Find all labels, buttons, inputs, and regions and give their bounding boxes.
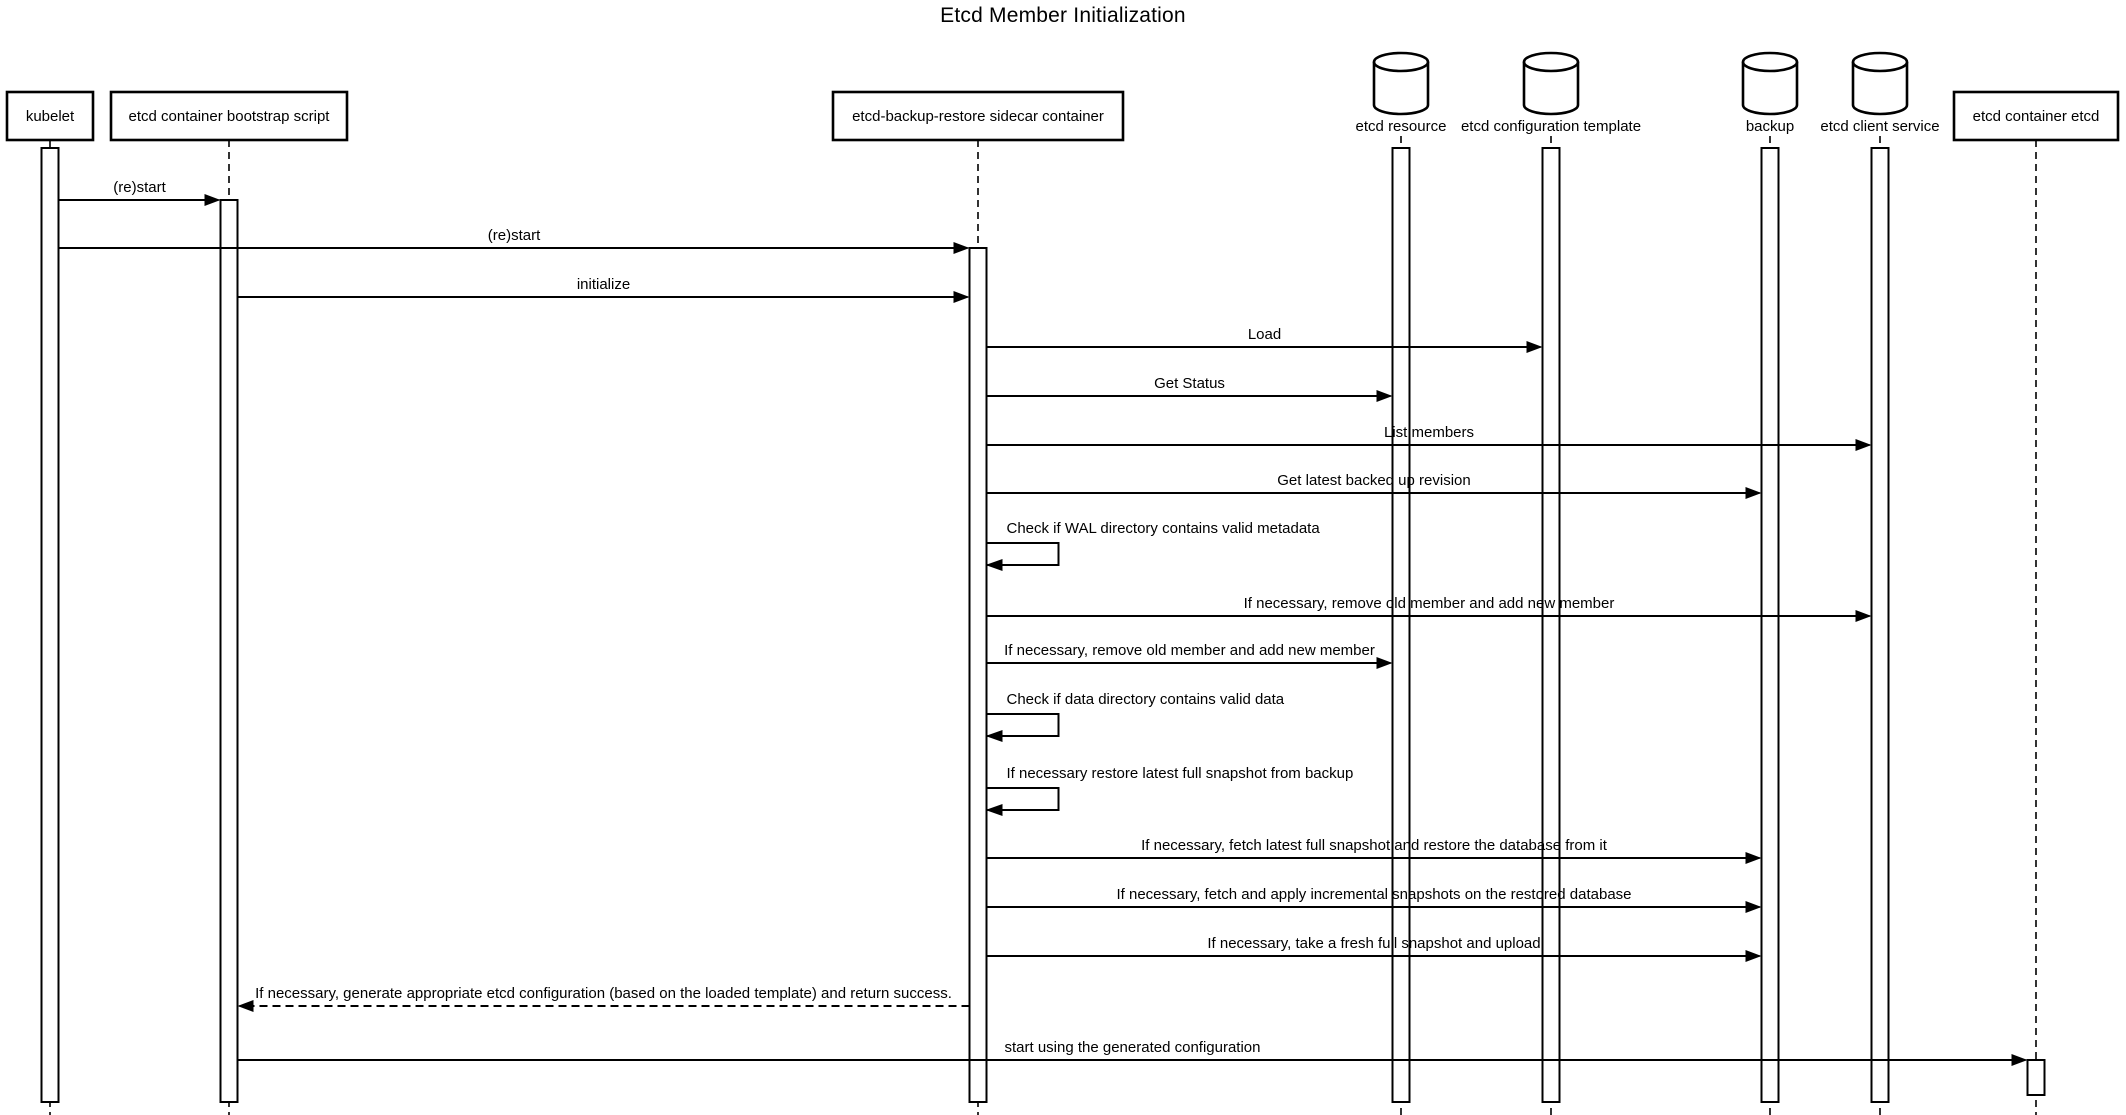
- message-label: If necessary, generate appropriate etcd configuration (based on the loaded template) and return success.: [255, 985, 952, 1002]
- message-12: [987, 837, 1762, 864]
- message-arrowhead: [1746, 487, 1762, 499]
- database-icon: [1743, 53, 1797, 114]
- participant-kubelet: [7, 92, 93, 140]
- participant-etcd: [1954, 92, 2118, 140]
- database-top: [1743, 53, 1797, 71]
- message-arrowhead: [1527, 341, 1543, 353]
- activation-bar-etcd: [2028, 1060, 2045, 1095]
- message-0: [59, 179, 221, 206]
- database-top: [1524, 53, 1578, 71]
- message-label: If necessary, take a fresh full snapshot and upload: [1207, 935, 1541, 952]
- activation-bar-bootstrap: [221, 200, 238, 1102]
- message-label: (re)start: [487, 227, 541, 244]
- participant-sidecar: [833, 92, 1123, 140]
- activation-bar-resource: [1393, 148, 1410, 1102]
- message-7: [986, 520, 1321, 571]
- message-1: [59, 227, 970, 254]
- participant-bootstrap: [111, 92, 347, 140]
- message-arrowhead: [238, 1000, 254, 1012]
- message-label: If necessary, remove old member and add new member: [1243, 595, 1615, 612]
- message-arrowhead: [205, 194, 221, 206]
- message-arrowhead: [986, 559, 1003, 571]
- participant-label: etcd container etcd: [1972, 108, 2100, 125]
- message-arrowhead: [1856, 610, 1872, 622]
- message-label: If necessary restore latest full snapshot from backup: [1006, 765, 1354, 782]
- message-10: [986, 691, 1285, 742]
- message-arrowhead: [954, 242, 970, 254]
- message-arrowhead: [1746, 852, 1762, 864]
- message-arrowhead: [1746, 901, 1762, 913]
- message-arrowhead: [1377, 390, 1393, 402]
- database-icon: [1853, 53, 1907, 114]
- diagram-title: Etcd Member Initialization: [940, 4, 1186, 27]
- message-label: start using the generated configuration: [1004, 1039, 1261, 1056]
- activation-bar-backup: [1762, 148, 1779, 1102]
- participant-label: etcd client service: [1820, 118, 1940, 135]
- activation-bar-kubelet: [42, 148, 59, 1102]
- message-label: List members: [1383, 424, 1475, 441]
- participant-label: etcd-backup-restore sidecar container: [852, 108, 1104, 125]
- participant-backup: [1743, 53, 1797, 135]
- message-label: initialize: [576, 276, 631, 293]
- database-icon: [1374, 53, 1428, 114]
- message-arrowhead: [1856, 439, 1872, 451]
- message-8: [987, 595, 1872, 622]
- message-arrowhead: [2012, 1054, 2028, 1066]
- message-13: [987, 886, 1762, 913]
- participant-label: etcd container bootstrap script: [128, 108, 330, 125]
- message-arrowhead: [954, 291, 970, 303]
- message-4: [987, 375, 1393, 402]
- message-label: If necessary, remove old member and add new member: [1004, 642, 1375, 659]
- message-6: [987, 472, 1762, 499]
- message-label: Get Status: [1154, 375, 1225, 392]
- message-arrowhead: [1377, 657, 1393, 669]
- message-5: [987, 424, 1872, 451]
- activation-bar-template: [1543, 148, 1560, 1102]
- message-arrowhead: [986, 730, 1003, 742]
- message-3: [987, 326, 1543, 353]
- participant-resource: [1356, 53, 1447, 135]
- participant-template: [1461, 53, 1641, 135]
- participant-label: etcd resource: [1355, 118, 1447, 135]
- message-15: [238, 985, 970, 1012]
- message-label: Get latest backed up revision: [1277, 472, 1471, 489]
- activation-bar-sidecar: [970, 248, 987, 1102]
- message-label: (re)start: [113, 179, 166, 196]
- message-11: [986, 765, 1354, 816]
- message-label: Check if data directory contains valid data: [1006, 691, 1285, 708]
- message-label: If necessary, fetch latest full snapshot and restore the database from it: [1141, 837, 1607, 854]
- message-label: Load: [1247, 326, 1282, 343]
- message-label: If necessary, fetch and apply incremental snapshots on the restored database: [1116, 886, 1632, 903]
- database-top: [1853, 53, 1907, 71]
- message-16: [238, 1039, 2028, 1066]
- participant-label: kubelet: [25, 108, 75, 125]
- message-9: [987, 642, 1393, 669]
- participant-label: etcd configuration template: [1460, 118, 1642, 135]
- database-top: [1374, 53, 1428, 71]
- participant-label: backup: [1745, 118, 1795, 135]
- message-arrowhead: [1746, 950, 1762, 962]
- message-14: [987, 935, 1762, 962]
- message-2: [238, 276, 970, 303]
- database-icon: [1524, 53, 1578, 114]
- participant-client: [1820, 53, 1939, 135]
- activation-bar-client: [1872, 148, 1889, 1102]
- message-arrowhead: [986, 804, 1003, 816]
- message-label: Check if WAL directory contains valid metadata: [1006, 520, 1320, 537]
